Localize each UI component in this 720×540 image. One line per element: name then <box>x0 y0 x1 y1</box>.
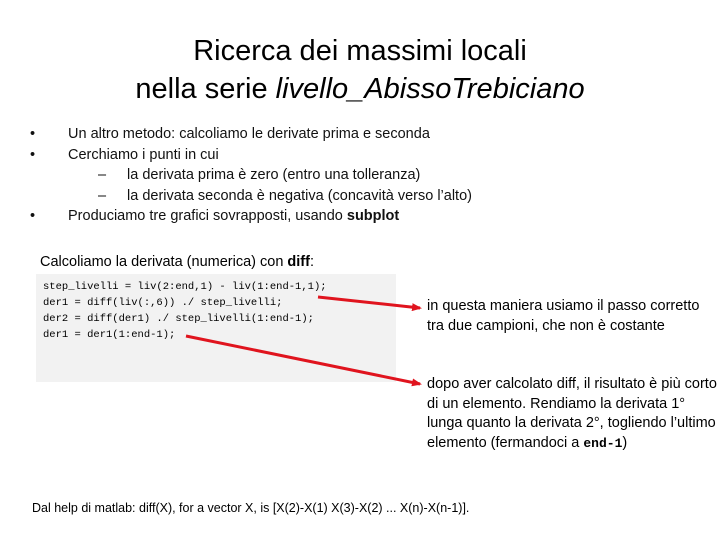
code-line: der2 = diff(der1) ./ step_livelli(1:end-1); <box>43 313 314 325</box>
bullet-text: Un altro metodo: calcoliamo le derivate prima e seconda <box>68 126 430 142</box>
note-trim-suffix: ) <box>622 434 628 451</box>
bullet-text-prefix: Produciamo tre grafici sovrapposti, usando <box>68 208 347 224</box>
diff-keyword: diff <box>287 254 310 270</box>
diff-intro-suffix: : <box>309 254 314 270</box>
end-minus-one-code: end-1 <box>583 435 623 451</box>
bullet-marker: • <box>30 126 36 142</box>
sub-bullet-marker: – <box>98 167 107 183</box>
code-line: step_livelli = liv(2:end,1) - liv(1:end-1,1); <box>43 281 327 293</box>
sub-bullet-text: la derivata seconda è negativa (concavità verso l’alto) <box>127 187 472 204</box>
title-line-1: Ricerca dei massimi locali <box>193 35 527 67</box>
bullet-marker: • <box>30 146 36 163</box>
diff-intro-prefix: Calcoliamo la derivata (numerica) con <box>40 254 288 270</box>
matlab-help-footer: Dal help di matlab: diff(X), for a vector X, is [X(2)-X(1) X(3)-X(2) ... X(n)-X(n-1)]. <box>32 501 470 515</box>
title-series-name: livello_AbissoTrebiciano <box>275 73 585 105</box>
code-line: der1 = der1(1:end-1); <box>43 329 176 341</box>
title-line-2-prefix: nella serie <box>135 73 276 105</box>
sub-bullet-marker: – <box>98 187 107 204</box>
note-trim-text: dopo aver calcolato diff, il risultato è più corto di un elemento. Rendiamo la derivata 1° lunga quanto la derivata 2°, togliendo l’ultimo elemento (fermandoci a <box>427 376 717 451</box>
arrow-to-note-2 <box>186 336 420 384</box>
subplot-keyword: subplot <box>346 208 400 224</box>
code-line: der1 = diff(liv(:,6)) ./ step_livelli; <box>43 297 283 309</box>
note-trim <box>427 375 717 453</box>
note-step: in questa maniera usiamo il passo corretto tra due campioni, che non è costante <box>427 298 700 334</box>
arrow-to-note-1 <box>318 297 420 308</box>
bullet-text: Cerchiamo i punti in cui <box>68 146 219 163</box>
sub-bullet-text: la derivata prima è zero (entro una tolleranza) <box>127 167 421 183</box>
bullet-marker: • <box>30 208 36 224</box>
